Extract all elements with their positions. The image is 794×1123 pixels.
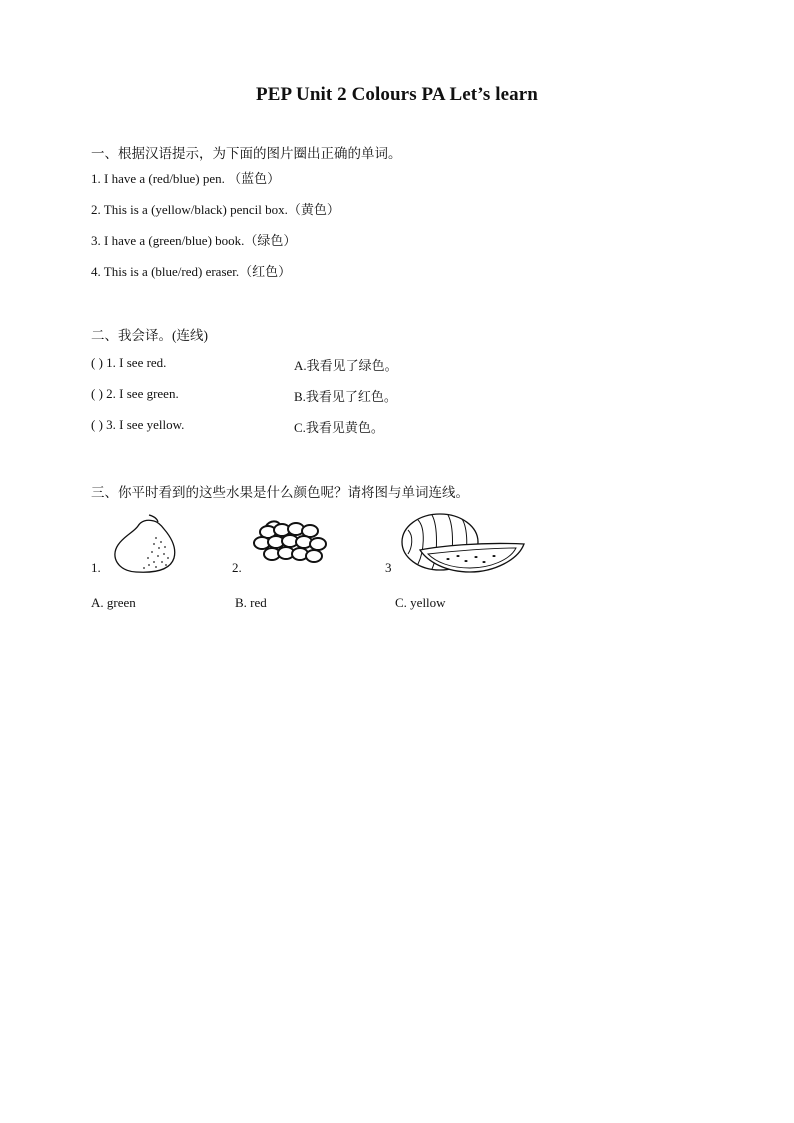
section2-row-2-answer: B.我看见了红色。 xyxy=(294,389,397,404)
option-b-red: B. red xyxy=(235,595,267,610)
fruit-number-1: 1. xyxy=(91,560,101,575)
section2-row-2-question: ( ) 2. I see green. xyxy=(91,386,179,401)
grapes-icon xyxy=(248,516,332,568)
section1-item-1: 1. I have a (red/blue) pen. （蓝色） xyxy=(91,171,281,186)
section1-item-4: 4. This is a (blue/red) eraser.（红色） xyxy=(91,264,292,279)
section2-row-1-answer: A.我看见了绿色。 xyxy=(294,358,398,373)
section2-row-3-answer: C.我看见黄色。 xyxy=(294,420,384,435)
section2-heading: 二、我会译。(连线) xyxy=(91,328,208,343)
section1-item-3: 3. I have a (green/blue) book.（绿色） xyxy=(91,233,297,248)
section3-heading: 三、你平时看到的这些水果是什么颜色呢？请将图与单词连线。 xyxy=(91,485,469,500)
watermelon-icon xyxy=(400,512,526,574)
section2-row-1-question: ( ) 1. I see red. xyxy=(91,355,167,370)
option-c-yellow: C. yellow xyxy=(395,595,446,610)
section1-item-2: 2. This is a (yellow/black) pencil box.（黄色） xyxy=(91,202,340,217)
page-title: PEP Unit 2 Colours PA Let’s learn xyxy=(256,84,538,105)
fruit-number-2: 2. xyxy=(232,560,242,575)
option-a-green: A. green xyxy=(91,595,136,610)
section2-row-3-question: ( ) 3. I see yellow. xyxy=(91,417,185,432)
fruit-number-3: 3 xyxy=(385,560,392,575)
section1-heading: 一、根据汉语提示，为下面的图片圈出正确的单词。 xyxy=(91,146,402,161)
pear-icon xyxy=(104,512,194,574)
